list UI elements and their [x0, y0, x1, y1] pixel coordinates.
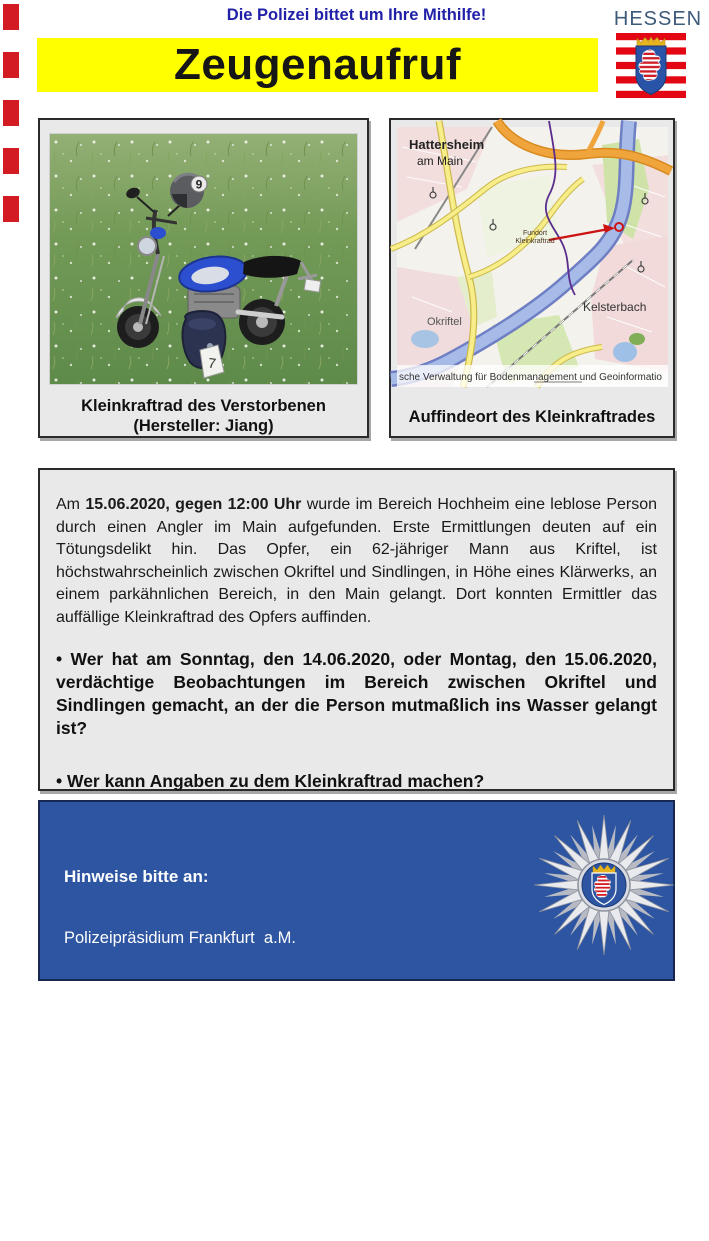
witness-question-1: • Wer hat am Sonntag, den 14.06.2020, oder Montag, den 15.06.2020, verdächtige Beobachtungen im Bereich zwischen Okriftel und Sindlingen gemacht, an der die Person mutmaßlich ins Wasser gelangt ist?: [56, 649, 657, 738]
photo-caption-line1: Kleinkraftrad des Verstorbenen: [81, 397, 326, 415]
contact-more-info: [64, 1184, 461, 1205]
police-website-link[interactable]: www.polizei.hessen.de: [281, 1185, 462, 1203]
map-label-am-main: am Main: [416, 154, 463, 168]
contact-heading: Hinweise bitte an:: [64, 867, 209, 886]
contact-alternative: oder jede andere Polizeidienststelle: [64, 1088, 325, 1106]
hessen-coat-of-arms-icon: [616, 33, 686, 98]
more-info-text: Weitere Informationen unter: [64, 1185, 282, 1203]
title-banner: [37, 38, 598, 92]
map-label-kleinkraftrad: Kleinkraftrad: [514, 238, 555, 245]
case-paragraph: [56, 494, 657, 629]
evidence-marker-number: 7: [207, 354, 217, 372]
filmstrip-mark: [3, 52, 19, 78]
filmstrip-mark: [3, 100, 19, 126]
location-map: [397, 127, 668, 387]
map-attribution: sche Verwaltung für Bodenmanagement und Geoinformatio: [398, 372, 662, 383]
contact-phone: Tel.: 069 / 755-51199: [64, 986, 221, 1004]
witness-question-2: • Wer kann Angaben zu dem Kleinkraftrad machen?: [56, 771, 485, 791]
hessen-wordmark: HESSEN: [613, 8, 703, 30]
paragraph-intro: Am: [56, 496, 86, 513]
police-tagline: Die Polizei bittet um Ihre Mithilfe!: [226, 6, 487, 24]
police-star-badge-icon: [537, 810, 671, 960]
case-description-panel: [38, 468, 675, 791]
filmstrip-mark: [3, 196, 19, 222]
page-title: Zeugenaufruf: [173, 40, 462, 89]
photo-panel: [38, 118, 369, 438]
contact-block: [64, 830, 461, 1241]
photo-caption-line2: (Hersteller: Jiang): [133, 417, 274, 435]
map-panel: [389, 118, 675, 438]
map-label-hattersheim: Hattersheim: [408, 137, 484, 152]
map-label-kelsterbach: Kelsterbach: [582, 300, 646, 314]
paragraph-body: wurde im Bereich Hochheim eine leblose Person durch einen Angler im Main aufgefunden. Erste Ermittlungen deuten auf ein Tötungsdelikt hin. Das Opfer, ein 62-jähriger Mann aus Kriftel, ist höchstwahrscheinlich zwischen Okriftel und Sindlingen, in Höhe eines Klärwerks, an einem parkähnlichen Bereich, in den Main gelangt. Dort konnten Ermittler das auffällige Kleinkraftrad des Opfers auffinden.: [56, 496, 658, 626]
paragraph-datetime: 15.06.2020, gegen 12:00 Uhr: [85, 496, 302, 513]
filmstrip-mark: [3, 148, 19, 174]
map-label-fundort: Fundort: [522, 230, 547, 237]
contact-footer: [38, 800, 675, 1203]
contact-agency: Polizeipräsidium Frankfurt a.M.: [64, 929, 296, 947]
filmstrip-mark: [3, 4, 19, 30]
photo-caption: [40, 396, 367, 436]
moped-photo: [49, 133, 358, 385]
map-caption: Auffindeort des Kleinkraftrades: [408, 408, 656, 426]
map-label-okriftel: Okriftel: [426, 316, 462, 328]
helmet-tag-number: 9: [195, 177, 203, 192]
